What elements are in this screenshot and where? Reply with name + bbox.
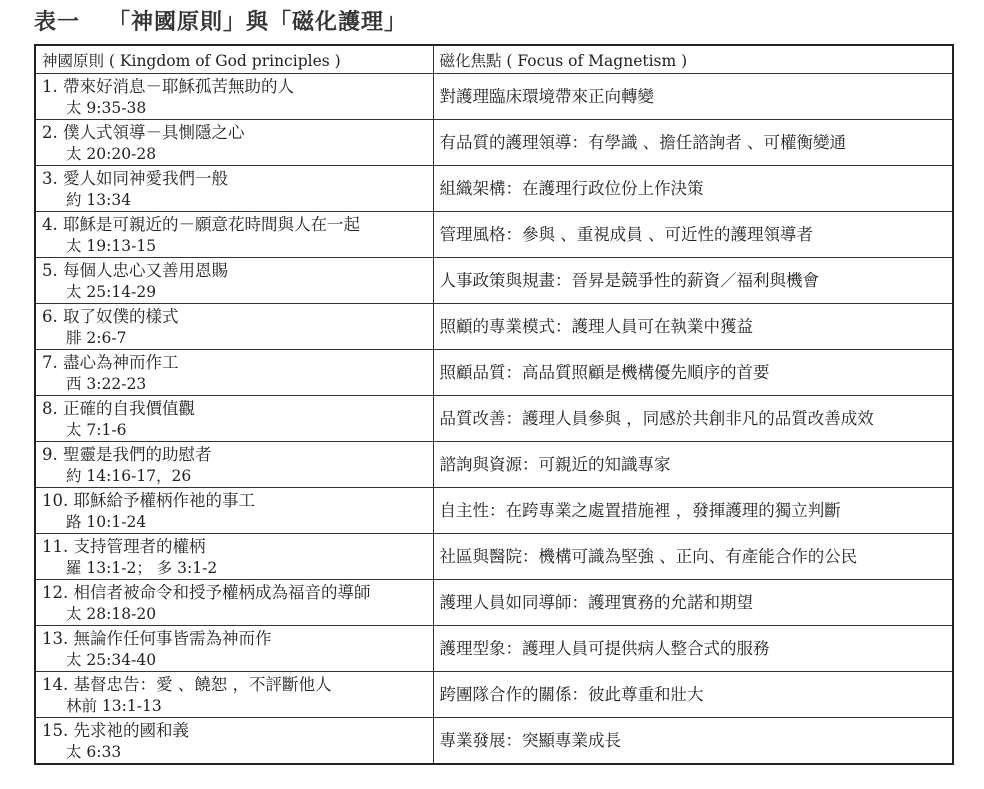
scripture-reference: 林前 13:1-13	[66, 696, 162, 715]
focus-text: 照顧品質：高品質照顧是機構優先順序的首要	[439, 362, 770, 382]
scripture-reference: 路 10:1-24	[66, 512, 147, 531]
scripture-reference: 太 19:13-15	[66, 236, 157, 255]
table-number: 表一	[34, 10, 81, 35]
focus-cell	[433, 718, 953, 765]
column-header-focus: 磁化焦點 ( Focus of Magnetism )	[433, 45, 953, 74]
principle-cell	[35, 580, 433, 626]
table-row	[35, 258, 953, 304]
principle-text: 12. 相信者被命令和授予權柄成為福音的導師	[42, 582, 371, 602]
principle-cell	[35, 396, 433, 442]
principle-cell	[35, 166, 433, 212]
principle-text: 10. 耶穌給予權柄作祂的事工	[42, 490, 255, 510]
table-row	[35, 488, 953, 534]
table-row	[35, 212, 953, 258]
scripture-reference: 約 13:34	[66, 190, 132, 209]
principle-text: 5. 每個人忠心又善用恩賜	[42, 260, 228, 280]
principle-text: 3. 愛人如同神愛我們一般	[42, 168, 228, 188]
scripture-reference: 太 20:20-28	[66, 144, 157, 163]
table-row	[35, 442, 953, 488]
focus-text: 組織架構：在護理行政位份上作決策	[439, 178, 704, 198]
scripture-reference: 太 25:14-29	[66, 282, 157, 301]
focus-cell	[433, 580, 953, 626]
table-row	[35, 396, 953, 442]
focus-text: 護理型象：護理人員可提供病人整合式的服務	[439, 638, 770, 658]
principle-cell	[35, 672, 433, 718]
focus-cell	[433, 534, 953, 580]
focus-text: 自主性：在跨專業之處置措施裡 ，發揮護理的獨立判斷	[439, 500, 841, 520]
table-caption: 「神國原則」與「磁化護理」	[108, 10, 408, 35]
principle-text: 1. 帶來好消息－耶穌孤苦無助的人	[42, 76, 294, 96]
table-row	[35, 304, 953, 350]
focus-cell	[433, 488, 953, 534]
table-title	[34, 8, 407, 38]
focus-cell	[433, 304, 953, 350]
column-header-principles: 神國原則 ( Kingdom of God principles )	[35, 45, 433, 74]
principle-text: 14. 基督忠告：愛 、饒恕 ，不評斷他人	[42, 674, 332, 694]
principle-text: 4. 耶穌是可親近的－願意花時間與人在一起	[42, 214, 360, 234]
focus-cell	[433, 74, 953, 120]
principle-cell	[35, 718, 433, 765]
focus-text: 管理風格：參與 、重視成員 、可近性的護理領導者	[439, 224, 813, 244]
focus-text: 社區與醫院：機構可識為堅強 、正向、有產能合作的公民	[439, 546, 858, 566]
scripture-reference: 約 14:16-17，26	[66, 466, 192, 485]
table-row	[35, 74, 953, 120]
principle-text: 11. 支持管理者的權柄	[42, 536, 206, 556]
table-row	[35, 672, 953, 718]
focus-text: 對護理臨床環境帶來正向轉變	[439, 86, 654, 106]
focus-cell	[433, 442, 953, 488]
focus-cell	[433, 166, 953, 212]
scripture-reference: 太 9:35-38	[66, 98, 147, 117]
header-row	[35, 45, 953, 74]
table-row	[35, 580, 953, 626]
principles-table	[34, 44, 954, 765]
scripture-reference: 西 3:22-23	[66, 374, 147, 393]
scripture-reference: 太 6:33	[66, 742, 122, 761]
scripture-reference: 羅 13:1-2； 多 3:1-2	[66, 558, 218, 577]
principle-cell	[35, 212, 433, 258]
focus-text: 人事政策與規畫：晉昇是競爭性的薪資／福利與機會	[439, 270, 819, 290]
focus-cell	[433, 350, 953, 396]
focus-text: 專業發展：突顯專業成長	[439, 730, 621, 750]
table-row	[35, 166, 953, 212]
principle-cell	[35, 488, 433, 534]
focus-text: 跨團隊合作的關係：彼此尊重和壯大	[439, 684, 704, 704]
principle-text: 8. 正確的自我價值觀	[42, 398, 195, 418]
principle-cell	[35, 258, 433, 304]
focus-cell	[433, 212, 953, 258]
table-row	[35, 718, 953, 765]
scripture-reference: 太 25:34-40	[66, 650, 157, 669]
principle-cell	[35, 120, 433, 166]
principle-text: 2. 僕人式領導－具惻隱之心	[42, 122, 245, 142]
table-row	[35, 120, 953, 166]
principle-text: 7. 盡心為神而作工	[42, 352, 179, 372]
table-row	[35, 534, 953, 580]
table-row	[35, 626, 953, 672]
principle-cell	[35, 74, 433, 120]
scripture-reference: 太 28:18-20	[66, 604, 157, 623]
focus-cell	[433, 626, 953, 672]
focus-cell	[433, 672, 953, 718]
focus-cell	[433, 396, 953, 442]
scripture-reference: 太 7:1-6	[66, 420, 127, 439]
focus-text: 諮詢與資源：可親近的知識專家	[439, 454, 671, 474]
focus-text: 品質改善：護理人員參與 ，同感於共創非凡的品質改善成效	[439, 408, 874, 428]
principle-cell	[35, 304, 433, 350]
principle-cell	[35, 442, 433, 488]
principle-text: 13. 無論作任何事皆需為神而作	[42, 628, 272, 648]
principle-cell	[35, 534, 433, 580]
principle-cell	[35, 626, 433, 672]
scripture-reference: 腓 2:6-7	[66, 328, 127, 347]
table-row	[35, 350, 953, 396]
focus-cell	[433, 120, 953, 166]
principle-text: 9. 聖靈是我們的助慰者	[42, 444, 212, 464]
principle-text: 6. 取了奴僕的樣式	[42, 306, 179, 326]
focus-text: 有品質的護理領導：有學識 、擔任諮詢者 、可權衡變通	[439, 132, 846, 152]
focus-text: 護理人員如同導師：護理實務的允諾和期望	[439, 592, 753, 612]
focus-text: 照顧的專業模式：護理人員可在執業中獲益	[439, 316, 753, 336]
principle-cell	[35, 350, 433, 396]
principle-text: 15. 先求祂的國和義	[42, 720, 189, 740]
focus-cell	[433, 258, 953, 304]
